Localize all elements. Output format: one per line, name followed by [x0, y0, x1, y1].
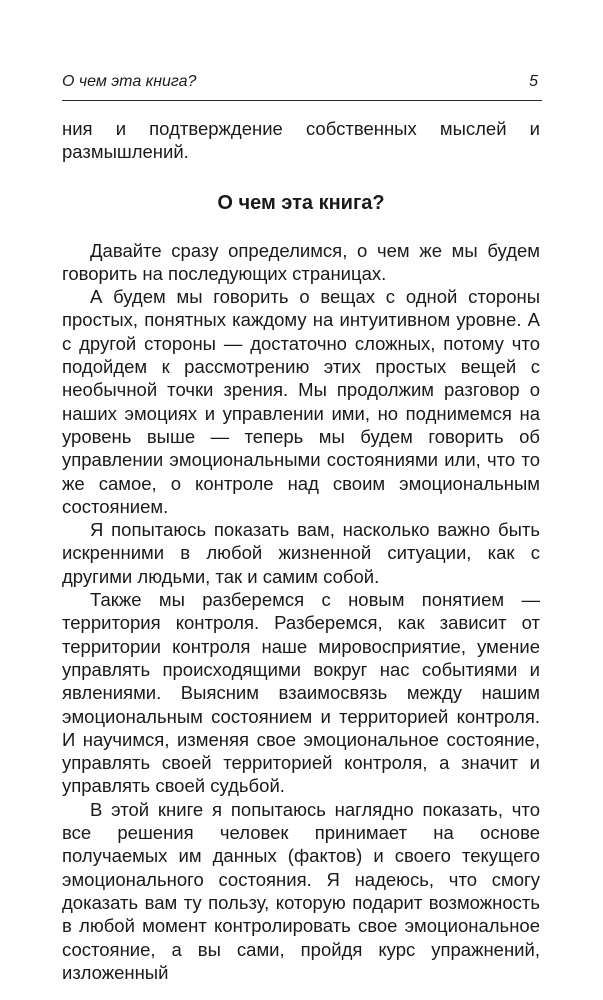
continued-paragraph: ния и подтверждение собственных мыслей и размышлений.	[62, 118, 540, 163]
header-rule	[62, 100, 542, 101]
paragraph-4: Также мы разберемся с новым понятием — территория контроля. Разберемся, как зависит от территории контроля наше мировосприятие, умение управлять происходящими вокруг нас событиями и явлениями. Выясним взаимосвязь между нашим эмоциональным состоянием и территорией контроля. И научимся, изменяя свое эмоциональное состояние, управлять своей территорией контроля, а значит и управлять своей судьбой.	[62, 589, 540, 797]
body-text	[62, 117, 540, 984]
paragraph-5: В этой книге я попытаюсь наглядно показать, что все решения человек принимает на основе получаемых им данных (фактов) и своего текущего эмоционального состояния. Я надеюсь, что смогу доказать вам ту пользу, которую подарит возможность в любой момент контролировать свое эмоциональное состояние, а вы сами, пройдя курс упражнений, изложенный	[62, 798, 540, 983]
paragraph-1: Давайте сразу определимся, о чем же мы будем говорить на последующих страницах.	[62, 239, 540, 284]
running-head-title: О чем эта книга?	[62, 73, 197, 90]
page-number: 5	[529, 73, 538, 90]
paragraph-3: Я попытаюсь показать вам, насколько важно быть искренними в любой жизненной ситуации, как с другими людьми, так и самим собой.	[62, 519, 540, 587]
paragraph-2: А будем мы говорить о вещах с одной стороны простых, понятных каждому на интуитивном уровне. А с другой стороны — достаточно сложных, потому что подойдем к рассмотрению этих простых вещей с необычной точки зрения. Мы продолжим разговор о наших эмоциях и управлении ими, но поднимемся на уровень выше — теперь мы будем говорить об управлении эмоциональными состояниями или, что то же самое, о контроле над своим эмоциональным состоянием.	[62, 286, 540, 517]
section-heading: О чем эта книга?	[217, 191, 385, 214]
running-head	[62, 71, 542, 97]
